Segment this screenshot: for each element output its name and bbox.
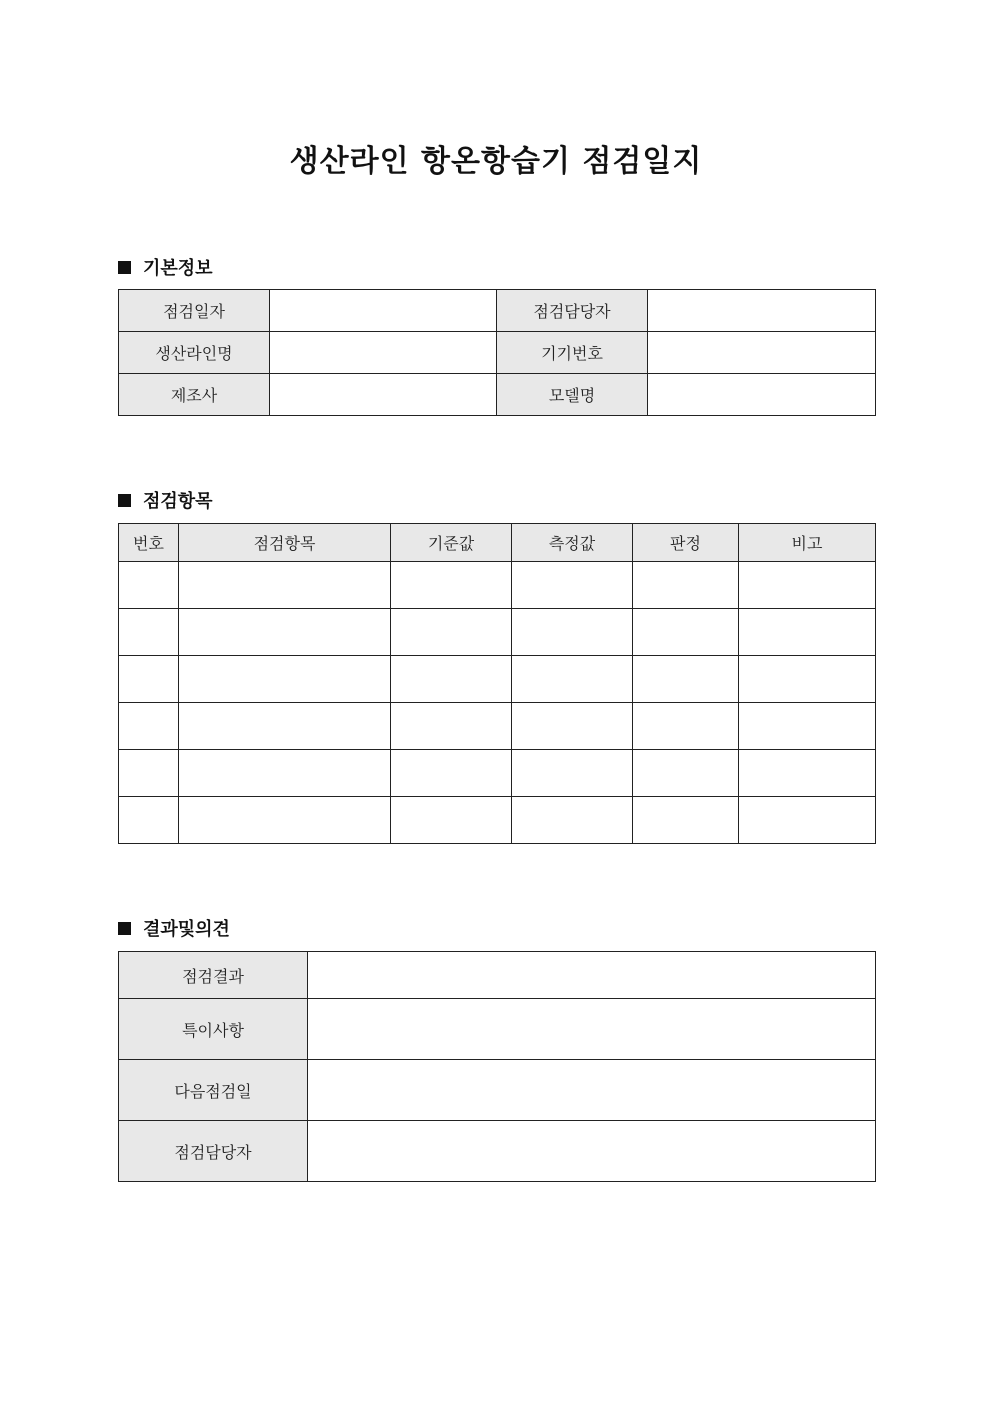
table-cell[interactable] [633, 562, 739, 609]
table-row [119, 750, 876, 797]
table-cell[interactable] [391, 797, 512, 844]
line-name-field[interactable] [270, 332, 497, 374]
field-label: 다음점검일 [119, 1060, 308, 1121]
table-row [119, 1121, 876, 1182]
field-label: 모델명 [497, 374, 648, 416]
field-label: 점검담당자 [119, 1121, 308, 1182]
table-row [119, 999, 876, 1060]
field-label: 기기번호 [497, 332, 648, 374]
field-label: 점검결과 [119, 952, 308, 999]
section-heading-label: 기본정보 [143, 258, 213, 279]
table-cell[interactable] [179, 703, 391, 750]
table-cell[interactable] [391, 609, 512, 656]
next-inspection-date-field[interactable] [308, 1060, 876, 1121]
results-table [118, 951, 876, 1182]
table-cell[interactable] [633, 609, 739, 656]
table-cell[interactable] [739, 656, 876, 703]
table-cell[interactable] [739, 750, 876, 797]
square-bullet-icon [118, 922, 131, 935]
column-header: 번호 [119, 524, 179, 562]
inspection-date-field[interactable] [270, 290, 497, 332]
table-cell[interactable] [119, 703, 179, 750]
table-row [119, 609, 876, 656]
column-header: 점검항목 [179, 524, 391, 562]
table-cell[interactable] [119, 562, 179, 609]
field-label: 특이사항 [119, 999, 308, 1060]
inspector-field[interactable] [648, 290, 876, 332]
field-label: 점검일자 [119, 290, 270, 332]
model-name-field[interactable] [648, 374, 876, 416]
section-heading-inspection-items [118, 487, 213, 513]
table-row [119, 374, 876, 416]
manufacturer-field[interactable] [270, 374, 497, 416]
table-cell[interactable] [512, 609, 633, 656]
field-label: 생산라인명 [119, 332, 270, 374]
table-cell[interactable] [739, 562, 876, 609]
table-cell[interactable] [179, 656, 391, 703]
column-header: 판정 [633, 524, 739, 562]
table-cell[interactable] [633, 797, 739, 844]
column-header: 비고 [739, 524, 876, 562]
table-cell[interactable] [633, 703, 739, 750]
table-row [119, 952, 876, 999]
device-number-field[interactable] [648, 332, 876, 374]
table-cell[interactable] [179, 797, 391, 844]
table-row [119, 290, 876, 332]
basic-info-table [118, 289, 876, 416]
inspection-result-field[interactable] [308, 952, 876, 999]
column-header: 기준값 [391, 524, 512, 562]
table-cell[interactable] [119, 656, 179, 703]
remarks-field[interactable] [308, 999, 876, 1060]
inspection-items-table [118, 523, 876, 844]
table-cell[interactable] [119, 750, 179, 797]
table-cell[interactable] [739, 797, 876, 844]
square-bullet-icon [118, 261, 131, 274]
section-heading-basic-info [118, 254, 213, 280]
field-label: 제조사 [119, 374, 270, 416]
table-row [119, 797, 876, 844]
table-row [119, 656, 876, 703]
page-title: 생산라인 항온항습기 점검일지 [289, 144, 703, 179]
section-heading-results [118, 915, 230, 941]
table-row [119, 1060, 876, 1121]
table-cell[interactable] [512, 562, 633, 609]
field-label: 점검담당자 [497, 290, 648, 332]
table-cell[interactable] [119, 609, 179, 656]
table-cell[interactable] [512, 750, 633, 797]
table-header-row [119, 524, 876, 562]
table-cell[interactable] [119, 797, 179, 844]
table-cell[interactable] [739, 609, 876, 656]
table-cell[interactable] [179, 750, 391, 797]
table-cell[interactable] [391, 703, 512, 750]
table-cell[interactable] [739, 703, 876, 750]
table-cell[interactable] [391, 656, 512, 703]
table-row [119, 332, 876, 374]
section-heading-label: 점검항목 [143, 491, 213, 512]
table-cell[interactable] [391, 750, 512, 797]
table-cell[interactable] [179, 562, 391, 609]
table-row [119, 703, 876, 750]
section-heading-label: 결과및의견 [143, 919, 230, 940]
column-header: 측정값 [512, 524, 633, 562]
table-cell[interactable] [512, 797, 633, 844]
table-cell[interactable] [633, 750, 739, 797]
table-cell[interactable] [391, 562, 512, 609]
table-cell[interactable] [179, 609, 391, 656]
square-bullet-icon [118, 494, 131, 507]
inspector-signature-field[interactable] [308, 1121, 876, 1182]
table-cell[interactable] [512, 656, 633, 703]
table-row [119, 562, 876, 609]
table-cell[interactable] [512, 703, 633, 750]
table-cell[interactable] [633, 656, 739, 703]
